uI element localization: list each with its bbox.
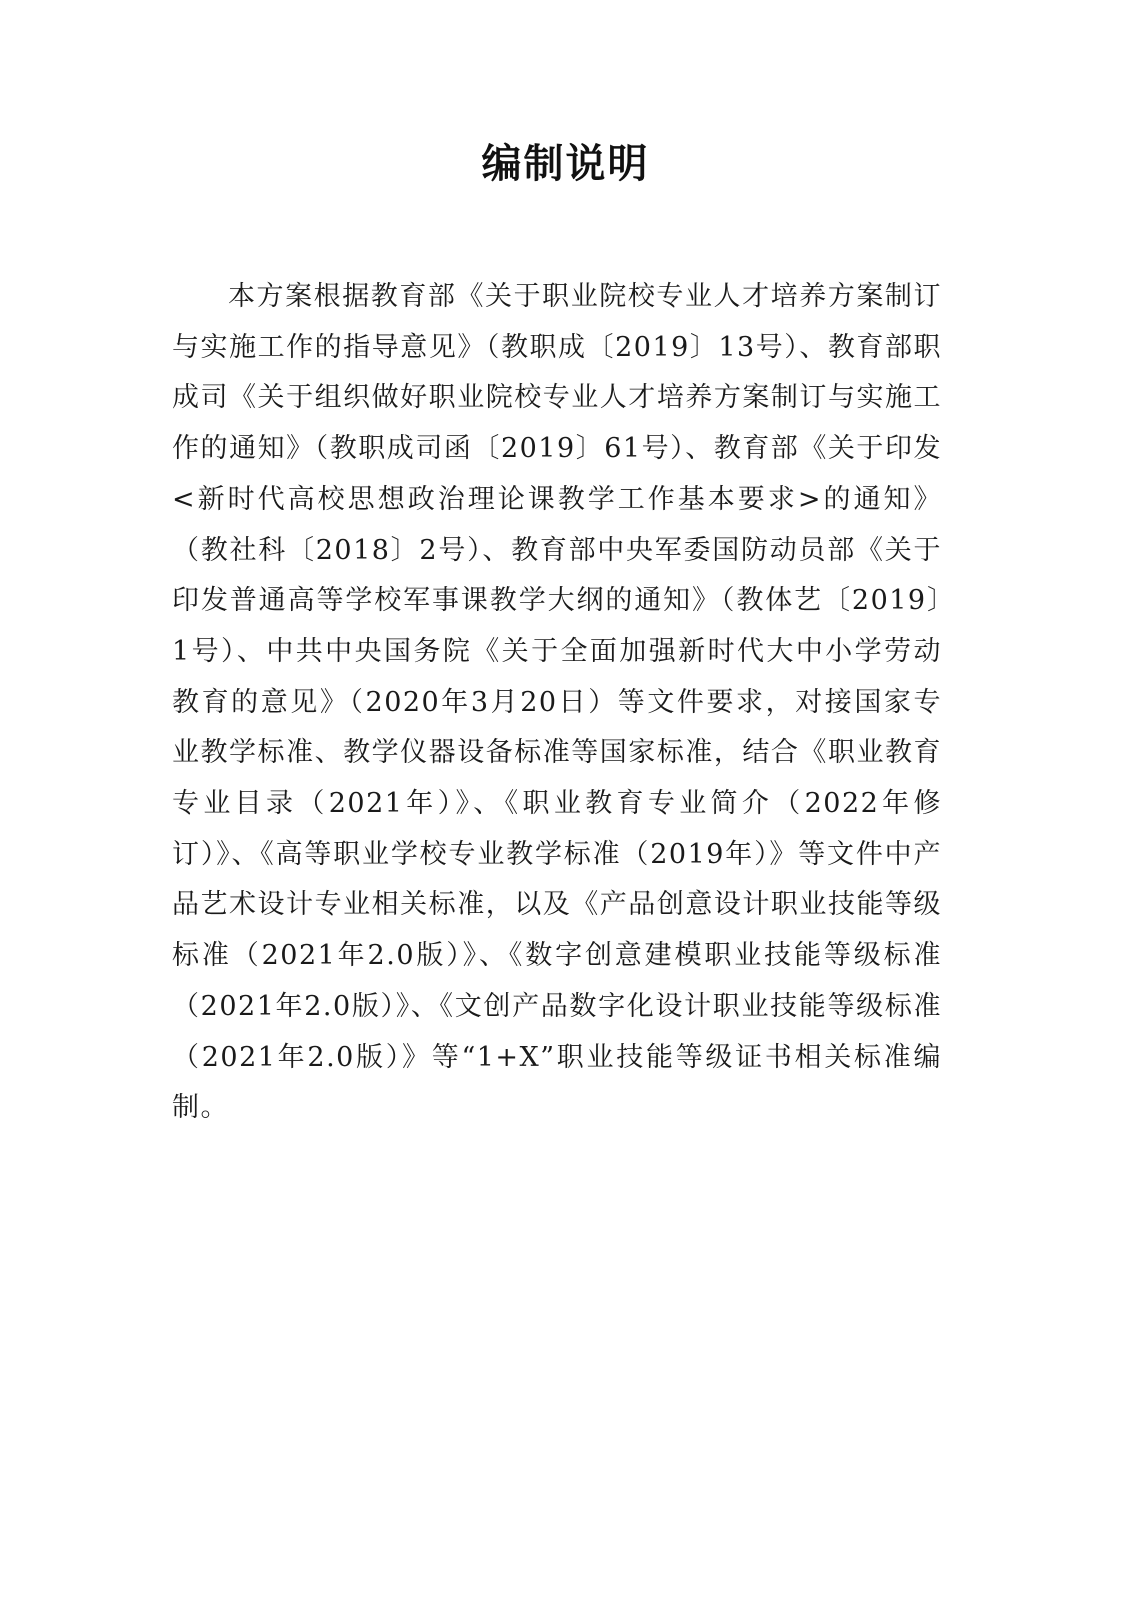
page-title: 编制说明 (481, 141, 650, 187)
body-paragraph: 本方案根据教育部《关于职业院校专业人才培养方案制订与实施工作的指导意见》（教职成〔2019〕13号）、教育部职成司《关于组织做好职业院校专业人才培养方案制订与实施工作的通知》（教职成司函〔2019〕61号）、教育部《关于印发<新时代高校思想政治理论课教学工作基本要求>的通知》（教社科〔2018〕2号）、教育部中央军委国防动员部《关于印发普通高等学校军事课教学大纲的通知》（教体艺〔2019〕1号）、中共中央国务院《关于全面加强新时代大中小学劳动教育的意见》（2020年3月20日）等文件要求，对接国家专业教学标准、教学仪器设备标准等国家标准，结合《职业教育专业目录（2021年）》、《职业教育专业简介（2022年修订）》、《高等职业学校专业教学标准（2019年）》等文件中产品艺术设计专业相关标准，以及《产品创意设计职业技能等级标准（2021年2.0版）》、《数字创意建模职业技能等级标准（2021年2.0版）》、《文创产品数字化设计职业技能等级标准（2021年2.0版）》等“1+X”职业技能等级证书相关标准编制。 (172, 281, 942, 1124)
